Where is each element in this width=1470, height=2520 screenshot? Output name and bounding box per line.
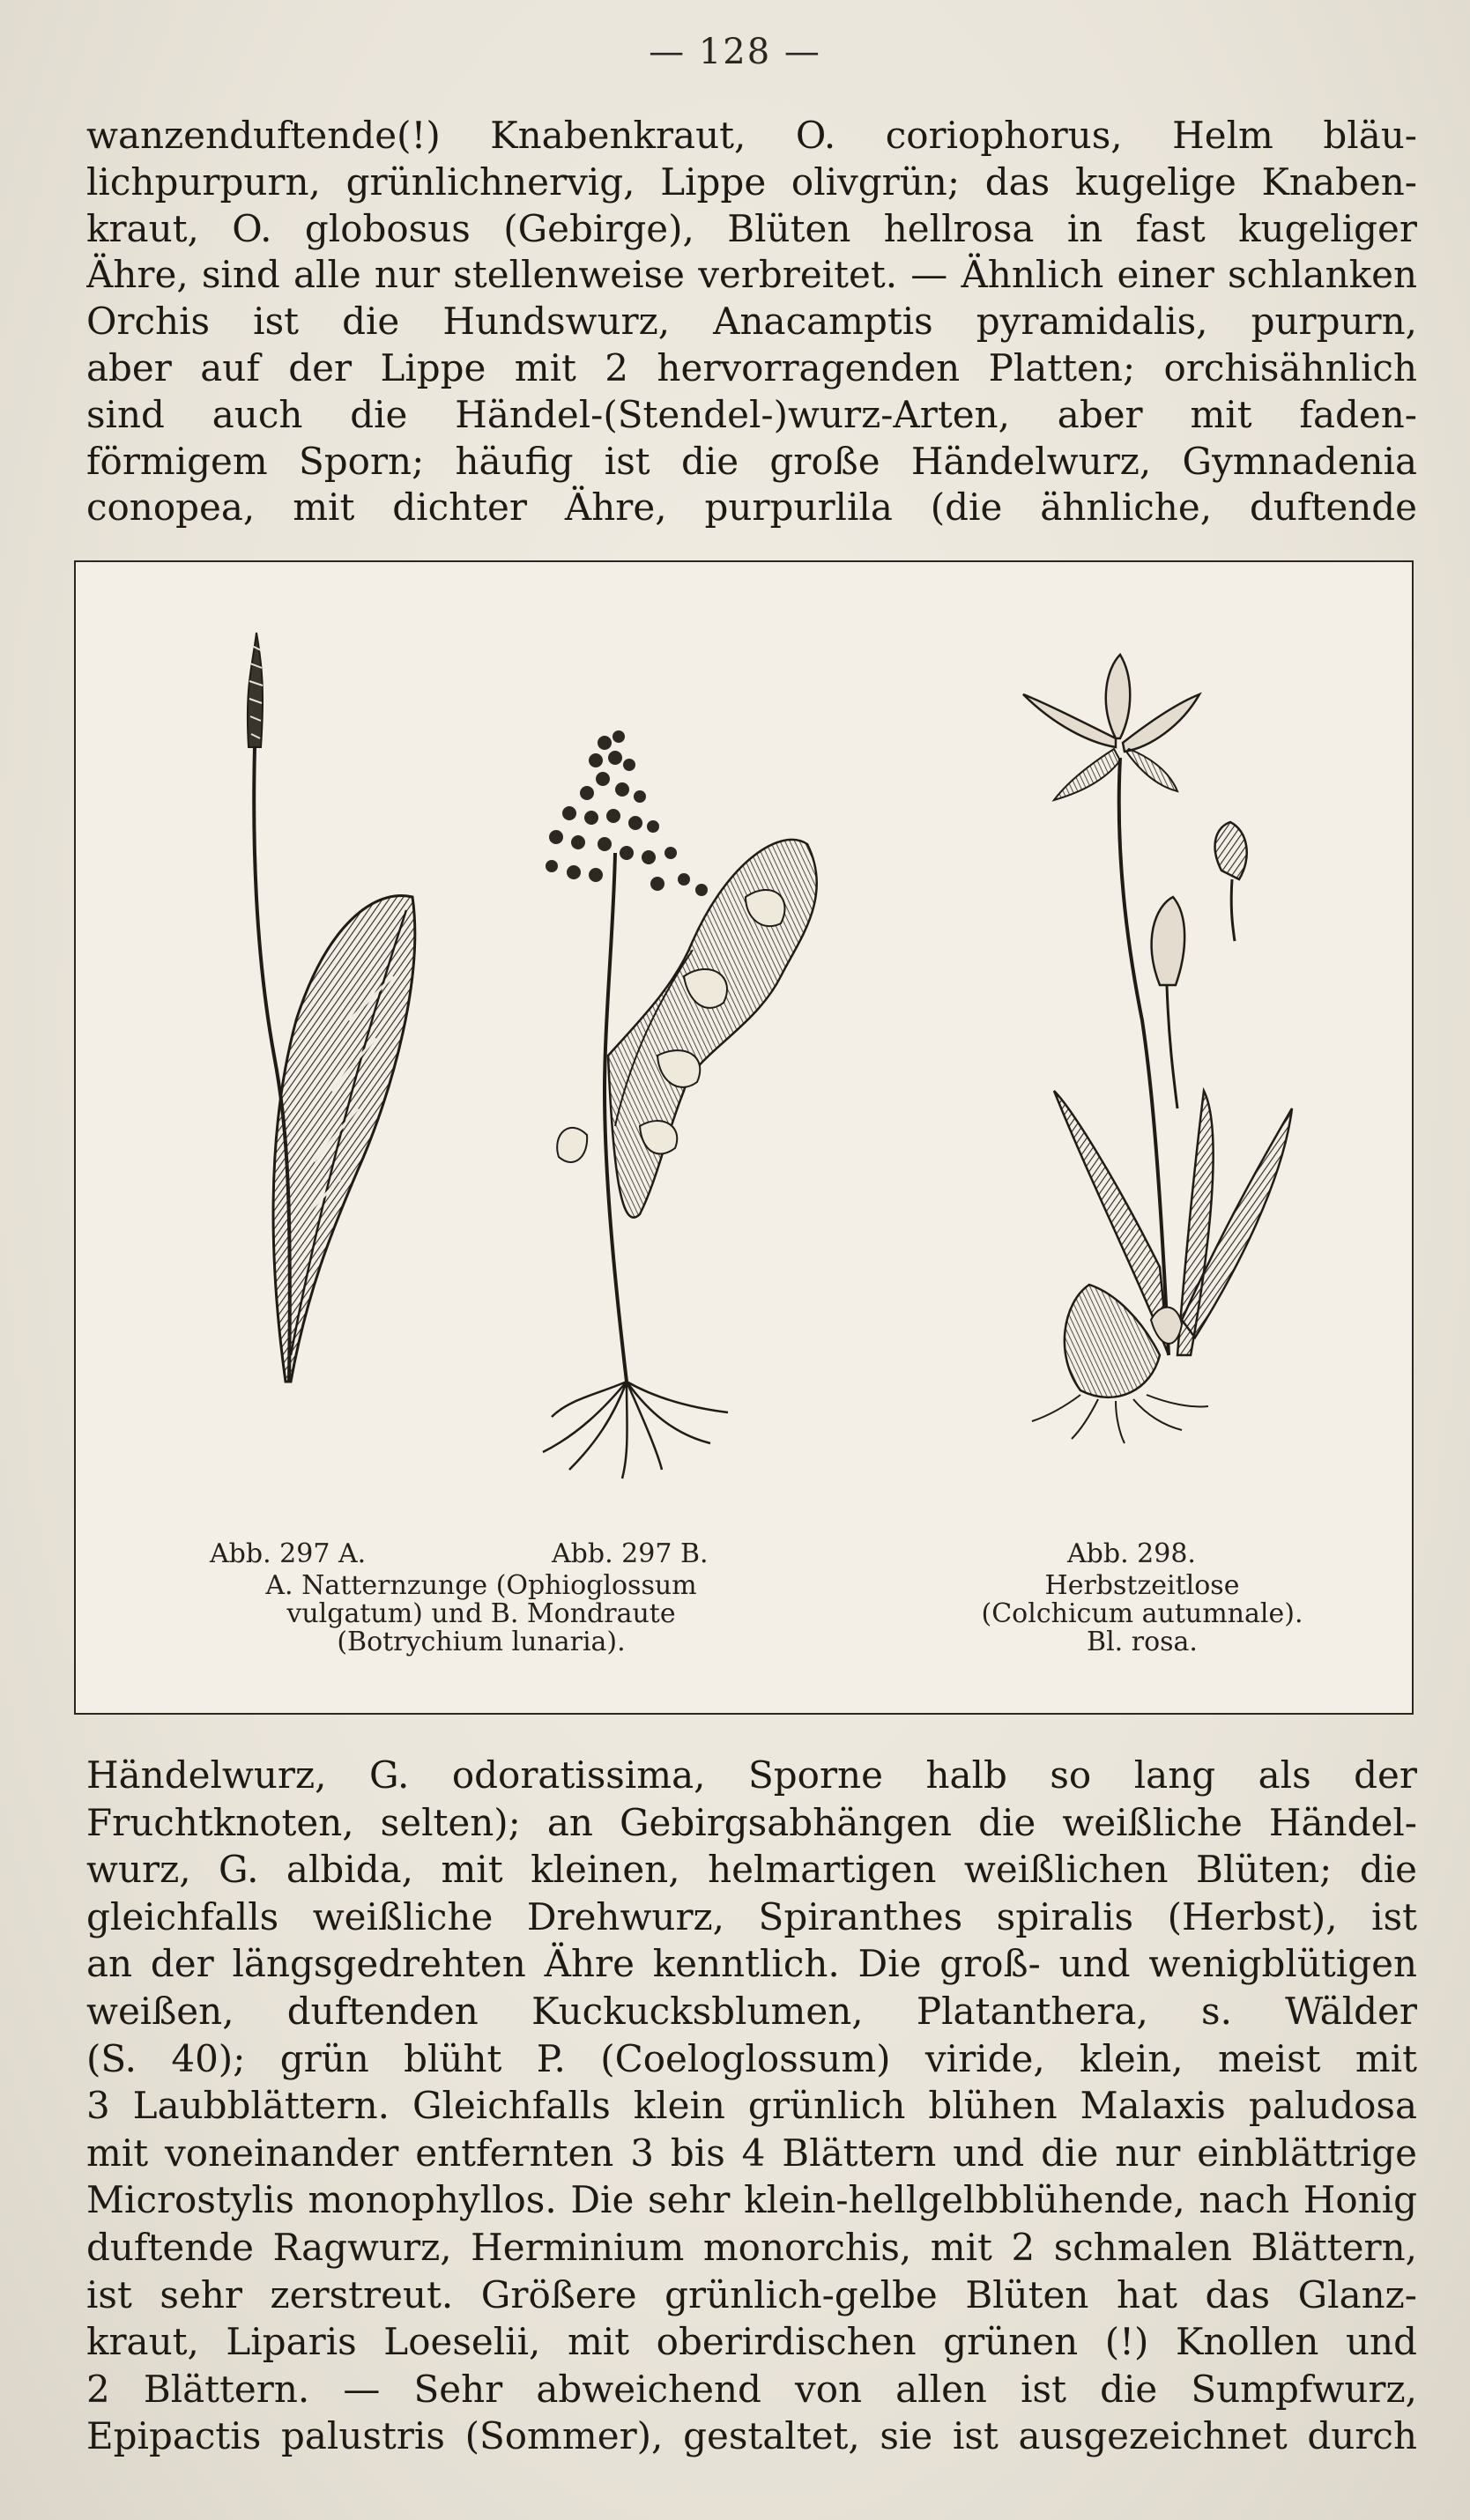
text-line: Händelwurz, G. odoratissima, Sporne halb so lang als der — [86, 1753, 1417, 1797]
text-line: aber auf der Lippe mit 2 hervorragenden Platten; orchisähnlich — [86, 345, 1417, 389]
top-paragraph — [86, 113, 1417, 531]
bottom-paragraph — [86, 1752, 1417, 2460]
text-line: Fruchtknoten, selten); an Gebirgsabhängen die weißliche Händel- — [86, 1800, 1417, 1844]
caption-line: (Colchicum autumnale). — [981, 1598, 1303, 1629]
caption-line: A. Natternzunge (Ophioglossum — [265, 1570, 697, 1601]
text-line: kraut, O. globosus (Gebirge), Blüten hellrosa in fast kugeliger — [86, 206, 1417, 250]
colchicum-drawing — [1023, 655, 1292, 1443]
fig-297-caption — [164, 1572, 798, 1657]
text-line: ist sehr zerstreut. Größere grünlich-gelbe Blüten hat das Glanz- — [86, 2272, 1417, 2316]
text-line: weißen, duftenden Kuckucksblumen, Platanthera, s. Wälder — [86, 1989, 1417, 2033]
text-line: 2 Blättern. — Sehr abweichend von allen ist die Sumpfwurz, — [86, 2367, 1417, 2411]
figure-frame — [74, 560, 1414, 1715]
text-line: duftende Ragwurz, Herminium monorchis, mit 2 schmalen Blättern, — [86, 2225, 1417, 2269]
text-line: wanzenduftende(!) Knabenkraut, O. coriophorus, Helm bläu- — [86, 114, 1417, 157]
text-line: Microstylis monophyllos. Die sehr klein-hellgelbblühende, nach Honig — [86, 2178, 1417, 2222]
botrychium-drawing — [543, 730, 817, 1479]
page-number: — 128 — — [649, 32, 821, 72]
text-line: Epipactis palustris (Sommer), gestaltet, sie ist ausgezeichnet durch — [86, 2414, 1417, 2458]
text-line: Ähre, sind alle nur stellenweise verbreitet. — Ähnlich einer schlanken — [86, 253, 1417, 297]
caption-line: Herbstzeitlose — [1044, 1570, 1240, 1601]
text-line: wurz, G. albida, mit kleinen, helmartigen weißlichen Blüten; die — [86, 1848, 1417, 1892]
caption-line: vulgatum) und B. Mondraute — [286, 1598, 676, 1629]
text-line: gleichfalls weißliche Drehwurz, Spiranthes spiralis (Herbst), ist — [86, 1894, 1417, 1938]
fig-298-caption — [922, 1572, 1362, 1657]
ophioglossum-drawing — [248, 633, 415, 1382]
text-line: conopea, mit dichter Ähre, purpurlila (die ähnliche, duftende — [86, 485, 1417, 530]
text-line: mit voneinander entfernten 3 bis 4 Blättern und die nur einblättrige — [86, 2131, 1417, 2175]
fig-297b-label: Abb. 297 B. — [552, 1538, 709, 1569]
text-line: förmigem Sporn; häufig ist die große Händelwurz, Gymnadenia — [86, 439, 1417, 483]
text-line: lichpurpurn, grünlichnervig, Lippe olivgrün; das kugelige Knaben- — [86, 159, 1417, 204]
caption-line: (Botrychium lunaria). — [337, 1627, 626, 1657]
text-line: an der längsgedrehten Ähre kenntlich. Die groß- und wenigblütigen — [86, 1942, 1417, 1986]
text-line: (S. 40); grün blüht P. (Coeloglossum) viride, klein, meist mit — [86, 2036, 1417, 2080]
text-line: Orchis ist die Hundswurz, Anacamptis pyramidalis, purpurn, — [86, 300, 1417, 344]
text-line: 3 Laubblättern. Gleichfalls klein grünlich blühen Malaxis paludosa — [86, 2084, 1417, 2128]
fig-298-label: Abb. 298. — [1067, 1538, 1196, 1569]
caption-line: Bl. rosa. — [1087, 1627, 1198, 1657]
text-line: sind auch die Händel-(Stendel-)wurz-Arten, aber mit faden- — [86, 392, 1417, 436]
text-line: kraut, Liparis Loeselii, mit oberirdischen grünen (!) Knollen und — [86, 2320, 1417, 2364]
fig-297a-label: Abb. 297 A. — [210, 1538, 367, 1569]
